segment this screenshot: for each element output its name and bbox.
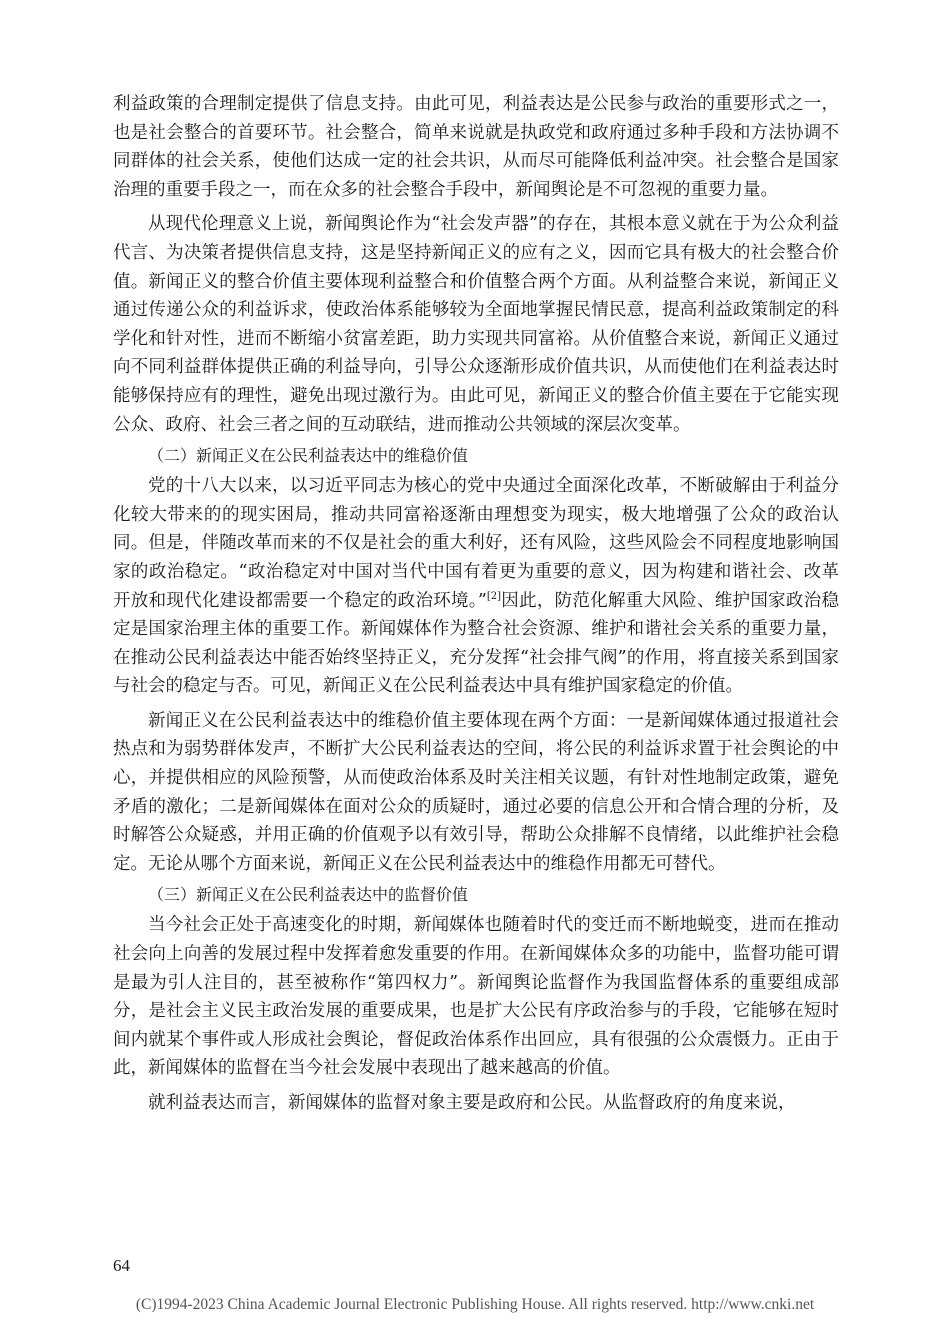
paragraph-3-text-a: 党的十八大以来，以习近平同志为核心的党中央通过全面深化改革，不断破解由于利益分化较大带来的的现实困局，推动共同富裕逐渐由理想变为现实，极大地增强了公众的政治认同。但是，伴随改革而来的不仅是社会的重大利好，还有风险，这些风险会不同程度地影响国家的政治稳定。“政治稳定对中国对当代中国有着更为重要的意义，因为构建和谐社会、改革开放和现代化建设都需要一个稳定的政治环境。”: [113, 476, 839, 611]
copyright-footer: (C)1994-2023 China Academic Journal Electronic Publishing House. All rights reserved. http://www.cnki.net: [135, 1296, 815, 1313]
paragraph-1: 利益政策的合理制定提供了信息支持。由此可见，利益表达是公民参与政治的重要形式之一，也是社会整合的首要环节。社会整合，简单来说就是执政党和政府通过多种手段和方法协调不同群体的社会关系，使他们达成一定的社会共识，从而尽可能降低利益冲突。社会整合是国家治理的重要手段之一，而在众多的社会整合手段中，新闻舆论是不可忽视的重要力量。: [113, 94, 839, 200]
paragraph-4: 新闻正义在公民利益表达中的维稳价值主要体现在两个方面：一是新闻媒体通过报道社会热点和为弱势群体发声，不断扩大公民利益表达的空间，将公民的利益诉求置于社会舆论的中心，并提供相应的风险预警，从而使政治体系及时关注相关议题，有针对性地制定政策，避免矛盾的激化；二是新闻媒体在面对公众的质疑时，通过必要的信息公开和合情合理的分析，及时解答公众疑惑，并用正确的价值观予以有效引导，帮助公众排解不良情绪，以此维护社会稳定。无论从哪个方面来说，新闻正义在公民利益表达中的维稳作用都无可替代。: [113, 710, 839, 874]
article-body: [113, 90, 839, 1118]
page-number: 64: [113, 1256, 130, 1275]
paragraph-5: 当今社会正处于高速变化的时期，新闻媒体也随着时代的变迁而不断地蜕变，进而在推动社会向上向善的发展过程中发挥着愈发重要的作用。在新闻媒体众多的功能中，监督功能可谓是最为引人注目的，甚至被称作“第四权力”。新闻舆论监督作为我国监督体系的重要组成部分，是社会主义民主政治发展的重要成果，也是扩大公民有序政治参与的手段，它能够在短时间内就某个事件或人形成社会舆论，督促政治体系作出回应，具有很强的公众震慑力。正由于此，新闻媒体的监督在当今社会发展中表现出了越来越高的价值。: [113, 915, 839, 1079]
section-heading-2: （二）新闻正义在公民利益表达中的维稳价值: [148, 446, 469, 466]
section-heading-3: （三）新闻正义在公民利益表达中的监督价值: [148, 885, 469, 905]
paragraph-2: 从现代伦理意义上说，新闻舆论作为“社会发声器”的存在，其根本意义就在于为公众利益代言、为决策者提供信息支持，这是坚持新闻正义的应有之义，因而它具有极大的社会整合价值。新闻正义的整合价值主要体现利益整合和价值整合两个方面。从利益整合来说，新闻正义通过传递公众的利益诉求，使政治体系能够较为全面地掌握民情民意，提高利益政策制定的科学化和针对性，进而不断缩小贫富差距，助力实现共同富裕。从价值整合来说，新闻正义通过向不同利益群体提供正确的利益导向，引导公众逐渐形成价值共识，从而使他们在利益表达时能够保持应有的理性，避免出现过激行为。由此可见，新闻正义的整合价值主要在于它能实现公众、政府、社会三者之间的互动联结，进而推动公共领域的深层次变革。: [113, 214, 839, 435]
paragraph-3: [113, 472, 839, 701]
paragraph-3-text-b: 因此，防范化解重大风险、维护国家政治稳定是国家治理主体的重要工作。新闻媒体作为整合社会资源、维护和谐社会关系的重要力量，在推动公民利益表达中能否始终坚持正义，充分发挥“社会排气阀”的作用，将直接关系到国家与社会的稳定与否。可见，新闻正义在公民利益表达中具有维护国家稳定的价值。: [113, 590, 840, 697]
paragraph-6: 就利益表达而言，新闻媒体的监督对象主要是政府和公民。从监督政府的角度来说，: [148, 1093, 796, 1113]
citation-ref: [2]: [486, 590, 501, 602]
